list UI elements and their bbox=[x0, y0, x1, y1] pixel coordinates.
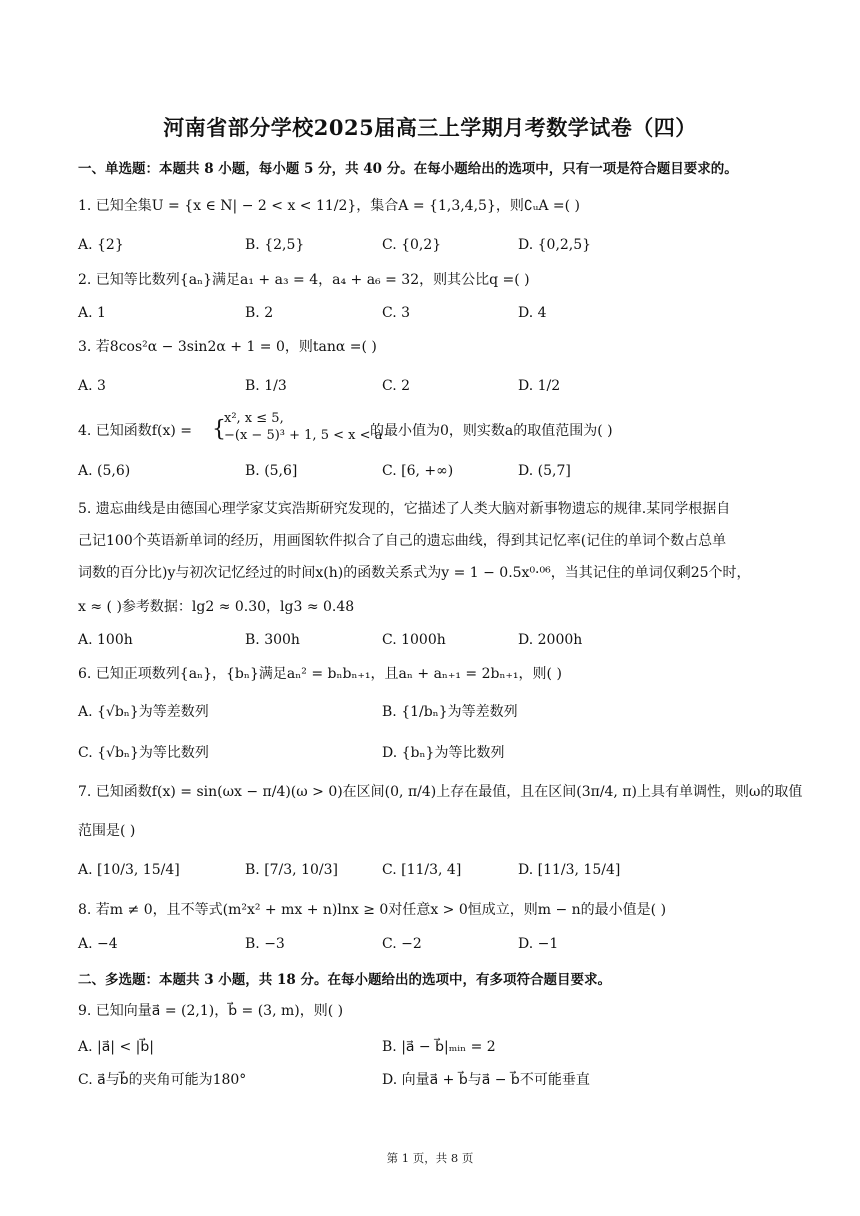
piecewise-brace: { bbox=[212, 417, 226, 442]
question-9-option-c: C. a⃗与b⃗的夹角可能为180° bbox=[78, 1072, 247, 1088]
question-6-option-d: D. {bₙ}为等比数列 bbox=[382, 745, 505, 761]
question-8-stem: 8. 若m ≠ 0，且不等式(m²x² + mx + n)lnx ≥ 0对任意x > 0恒成立，则m − n的最小值是( ) bbox=[78, 902, 667, 918]
question-8-option-d: D. −1 bbox=[518, 936, 559, 952]
question-5-option-d: D. 2000h bbox=[518, 632, 583, 648]
question-1-option-b: B. {2,5} bbox=[245, 237, 305, 253]
question-7-line-2: 范围是( ) bbox=[78, 823, 136, 839]
question-7-option-d: D. [11/3, 15/4] bbox=[518, 862, 621, 878]
question-1-stem: 1. 已知全集U = {x ∈ N| − 2 < x < 11/2}，集合A = {1,3,4,5}，则∁ᵤA =( ) bbox=[78, 198, 581, 214]
question-2-stem: 2. 已知等比数列{aₙ}满足a₁ + a₃ = 4，a₄ + a₆ = 32，则其公比q =( ) bbox=[78, 272, 530, 288]
question-6-option-a: A. {√bₙ}为等差数列 bbox=[78, 704, 209, 720]
question-8-option-a: A. −4 bbox=[78, 936, 118, 952]
question-9-option-a: A. |a⃗| < |b⃗| bbox=[78, 1039, 154, 1055]
question-3-option-b: B. 1/3 bbox=[245, 378, 287, 394]
question-3-option-a: A. 3 bbox=[78, 378, 106, 394]
question-1-option-c: C. {0,2} bbox=[382, 237, 442, 253]
question-4-stem-prefix: 4. 已知函数f(x) = bbox=[78, 423, 192, 439]
question-4-option-d: D. (5,7] bbox=[518, 463, 571, 479]
question-5-line-1: 5. 遗忘曲线是由德国心理学家艾宾浩斯研究发现的，它描述了人类大脑对新事物遗忘的规律.某同学根据自 bbox=[78, 501, 731, 517]
question-2-option-b: B. 2 bbox=[245, 305, 274, 321]
question-5-line-4: x ≈ ( )参考数据：lg2 ≈ 0.30，lg3 ≈ 0.48 bbox=[78, 599, 355, 615]
question-9-option-b: B. |a⃗ − b⃗|ₘᵢₙ = 2 bbox=[382, 1039, 496, 1055]
question-5-option-b: B. 300h bbox=[245, 632, 300, 648]
question-3-option-c: C. 2 bbox=[382, 378, 411, 394]
question-4-case-2: −(x − 5)³ + 1, 5 < x < a bbox=[224, 428, 383, 443]
question-8-option-b: B. −3 bbox=[245, 936, 285, 952]
section-single-choice-header: 一、单选题：本题共 8 小题，每小题 5 分，共 40 分。在每小题给出的选项中，只有一项是符合题目要求的。 bbox=[78, 161, 738, 177]
section-multiple-choice-header: 二、多选题：本题共 3 小题，共 18 分。在每小题给出的选项中，有多项符合题目要求。 bbox=[78, 972, 611, 988]
page-footer: 第 1 页，共 8 页 bbox=[386, 1151, 474, 1165]
question-9-option-d: D. 向量a⃗ + b⃗与a⃗ − b⃗不可能垂直 bbox=[382, 1072, 590, 1088]
question-4-option-b: B. (5,6] bbox=[245, 463, 298, 479]
question-4-case-1: x², x ≤ 5, bbox=[224, 411, 284, 426]
question-6-option-b: B. {1/bₙ}为等差数列 bbox=[382, 704, 518, 720]
exam-title: 河南省部分学校2025届高三上学期月考数学试卷（四） bbox=[163, 115, 697, 140]
question-2-option-a: A. 1 bbox=[78, 305, 106, 321]
question-4-stem-suffix: 的最小值为0，则实数a的取值范围为( ) bbox=[370, 423, 613, 439]
question-3-option-d: D. 1/2 bbox=[518, 378, 561, 394]
question-1-option-a: A. {2} bbox=[78, 237, 124, 253]
question-5-line-2: 己记100个英语新单词的经历，用画图软件拟合了自己的遗忘曲线，得到其记忆率(记住的单词个数占总单 bbox=[78, 533, 727, 549]
question-6-option-c: C. {√bₙ}为等比数列 bbox=[78, 745, 209, 761]
question-1-option-d: D. {0,2,5} bbox=[518, 237, 592, 253]
question-7-line-1: 7. 已知函数f(x) = sin(ωx − π/4)(ω > 0)在区间(0, π/4)上存在最值，且在区间(3π/4, π)上具有单调性，则ω的取值 bbox=[78, 784, 803, 800]
question-9-stem: 9. 已知向量a⃗ = (2,1)，b⃗ = (3, m)，则( ) bbox=[78, 1003, 344, 1019]
question-4-option-a: A. (5,6) bbox=[78, 463, 131, 479]
question-2-option-d: D. 4 bbox=[518, 305, 547, 321]
question-8-option-c: C. −2 bbox=[382, 936, 422, 952]
question-7-option-b: B. [7/3, 10/3] bbox=[245, 862, 338, 878]
question-5-line-3: 词数的百分比)y与初次记忆经过的时间x(h)的函数关系式为y = 1 − 0.5x⁰·⁰⁶，当其记住的单词仅剩25个时， bbox=[78, 565, 751, 581]
question-7-option-c: C. [11/3, 4] bbox=[382, 862, 462, 878]
question-6-stem: 6. 已知正项数列{aₙ}，{bₙ}满足aₙ² = bₙbₙ₊₁，且aₙ + aₙ₊₁ = 2bₙ₊₁，则( ) bbox=[78, 666, 562, 682]
question-5-option-c: C. 1000h bbox=[382, 632, 446, 648]
question-4-option-c: C. [6, +∞) bbox=[382, 463, 454, 479]
question-5-option-a: A. 100h bbox=[78, 632, 133, 648]
question-3-stem: 3. 若8cos²α − 3sin2α + 1 = 0，则tanα =( ) bbox=[78, 339, 377, 355]
question-7-option-a: A. [10/3, 15/4] bbox=[78, 862, 180, 878]
question-2-option-c: C. 3 bbox=[382, 305, 411, 321]
